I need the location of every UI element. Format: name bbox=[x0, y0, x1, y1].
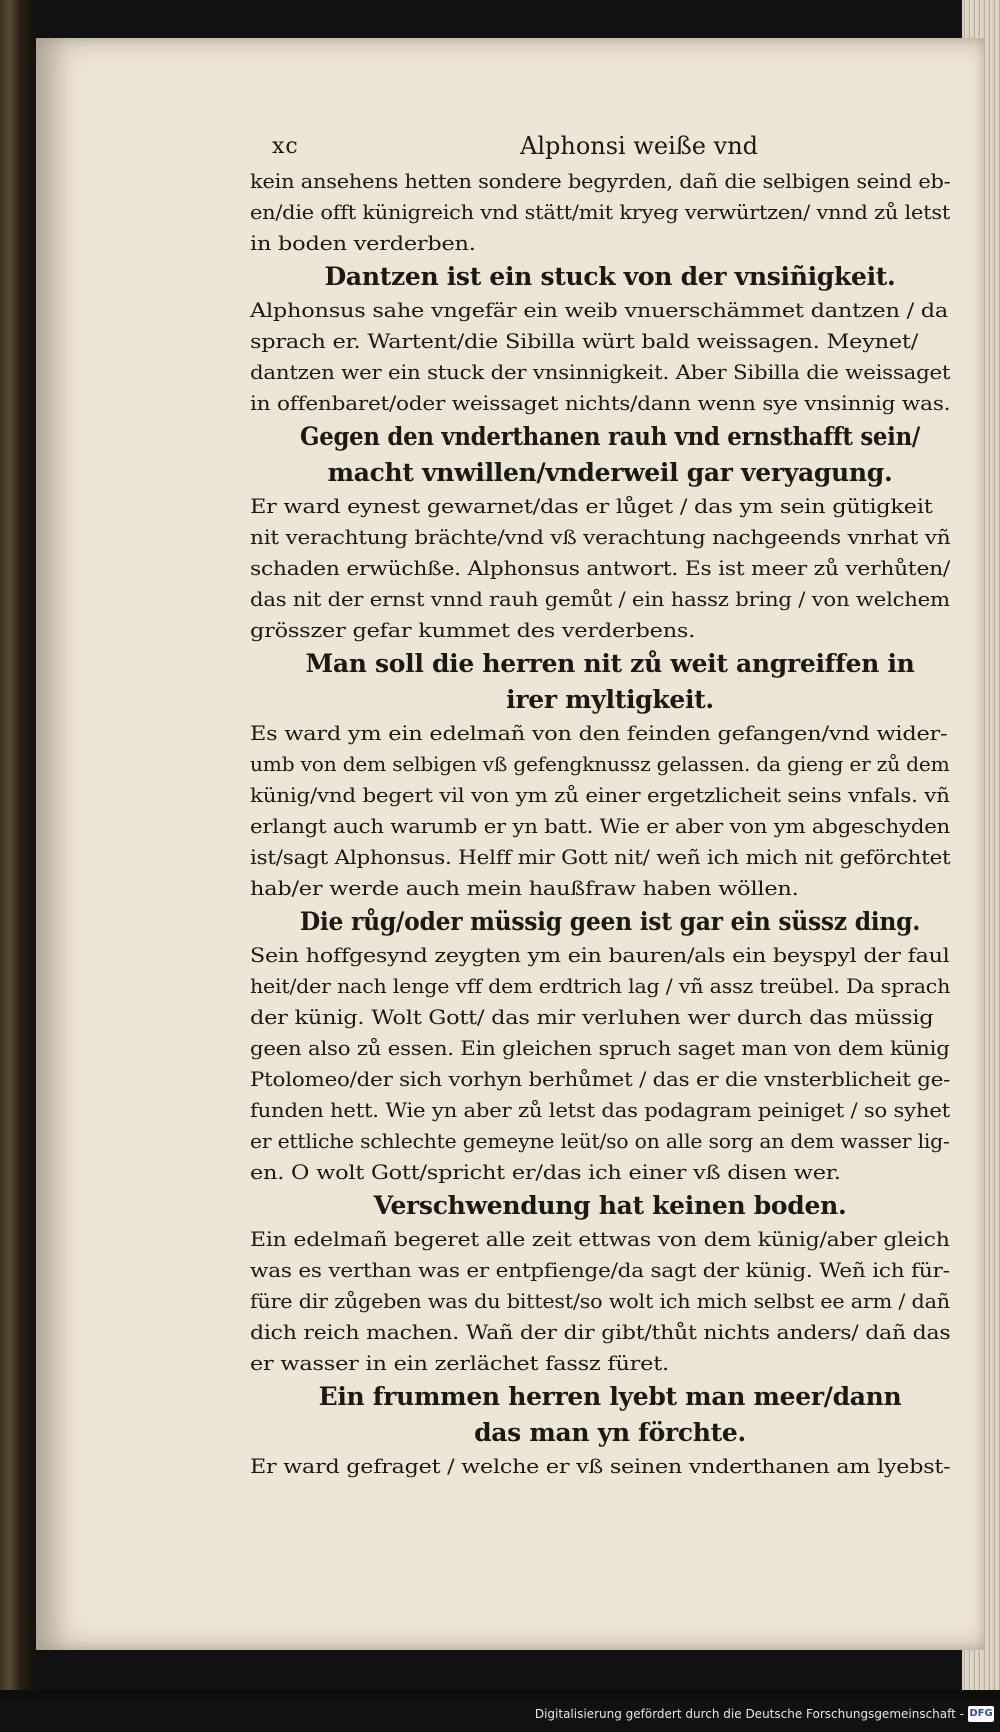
folio-number: xc bbox=[272, 134, 299, 159]
section bbox=[250, 904, 970, 1188]
body-line: funden hett. Wie yn aber zů letst das podagram peiniget / so syhet bbox=[250, 1099, 950, 1122]
body-line: en/die offt künigreich vnd stätt/mit kryeg verwürtzen/ vnnd zů letst bbox=[250, 201, 950, 224]
body-line: nit verachtung brächte/vnd vß verachtung nachgeends vnrhat vñ bbox=[250, 526, 951, 549]
body-line: was es verthan was er entpfienge/da sagt der künig. Weñ ich für- bbox=[250, 1259, 950, 1282]
footer-bar bbox=[0, 1700, 1000, 1732]
section-heading: Die růg/oder müssig geen ist gar ein süssz ding. bbox=[299, 907, 921, 936]
text-block bbox=[250, 130, 970, 1482]
section bbox=[250, 1188, 970, 1379]
section-heading: Man soll die herren nit zů weit angreiffen in bbox=[305, 649, 915, 678]
sections-container bbox=[250, 166, 970, 1482]
body-line: füre dir zůgeben was du bittest/so wolt ich mich selbst ee arm / dañ bbox=[250, 1290, 950, 1313]
section-heading: Dantzen ist ein stuck von der vnsiñigkeit. bbox=[324, 262, 896, 291]
body-line: Er ward gefraget / welche er vß seinen vnderthanen am lyebst- bbox=[250, 1455, 951, 1478]
body-line: er ettliche schlechte gemeyne leüt/so on alle sorg an dem wasser lig- bbox=[250, 1130, 950, 1153]
body-line: ist/sagt Alphonsus. Helff mir Gott nit/ weñ ich mich nit geförchtet bbox=[250, 846, 951, 869]
dfg-logo: DFG bbox=[968, 1706, 994, 1722]
body-line: das nit der ernst vnnd rauh gemůt / ein hassz bring / von welchem bbox=[250, 588, 950, 611]
body-line: der künig. Wolt Gott/ das mir verluhen wer durch das müssig bbox=[250, 1006, 934, 1029]
section-heading: Verschwendung hat keinen boden. bbox=[373, 1191, 847, 1220]
body-line: Alphonsus sahe vngefär ein weib vnuerschämmet dantzen / da bbox=[250, 299, 949, 322]
section bbox=[250, 166, 970, 259]
body-line: Ptolomeo/der sich vorhyn berhůmet / das er die vnsterblicheit ge- bbox=[250, 1068, 951, 1091]
body-line: Ein edelmañ begeret alle zeit ettwas von dem künig/aber gleich bbox=[250, 1228, 950, 1251]
section bbox=[250, 646, 970, 904]
body-line: in offenbaret/oder weissaget nichts/dann wenn sye vnsinnig was. bbox=[250, 392, 951, 415]
section bbox=[250, 419, 970, 646]
body-line: er wasser in ein zerlächet fassz füret. bbox=[250, 1352, 669, 1375]
body-line: künig/vnd begert vil von ym zů einer ergetzlicheit seins vnfals. vñ bbox=[250, 784, 950, 807]
body-line: Sein hoffgesynd zeygten ym ein bauren/als ein beyspyl der faul bbox=[250, 944, 950, 967]
body-line: en. O wolt Gott/spricht er/das ich einer vß disen wer. bbox=[250, 1161, 841, 1184]
body-line: dantzen wer ein stuck der vnsinnigkeit. Aber Sibilla die weissaget bbox=[250, 361, 951, 384]
body-line: umb von dem selbigen vß gefengknussz gelassen. da gieng er zů dem bbox=[250, 753, 950, 776]
section-heading: Gegen den vnderthanen rauh vnd ernsthafft sein/ bbox=[300, 422, 920, 451]
section-heading: das man yn förchte. bbox=[474, 1418, 746, 1447]
body-line: geen also zů essen. Ein gleichen spruch saget man von dem künig bbox=[250, 1037, 950, 1060]
body-line: schaden erwüchße. Alphonsus antwort. Es ist meer zů verhůten/ bbox=[250, 557, 951, 580]
running-title: Alphonsi weiße vnd bbox=[520, 132, 759, 160]
body-line: sprach er. Wartent/die Sibilla würt bald weissagen. Meynet/ bbox=[250, 330, 919, 353]
body-line: grösszer gefar kummet des verderbens. bbox=[250, 619, 696, 642]
body-line: in boden verderben. bbox=[250, 232, 476, 255]
section-heading: irer myltigkeit. bbox=[506, 685, 714, 714]
section bbox=[250, 259, 970, 419]
body-line: heit/der nach lenge vff dem erdtrich lag / vñ assz treübel. Da sprach bbox=[250, 975, 951, 998]
section-heading: macht vnwillen/vnderweil gar veryagung. bbox=[327, 458, 893, 487]
body-line: dich reich machen. Wañ der dir gibt/thůt nichts anders/ dañ das bbox=[250, 1321, 951, 1344]
body-line: Es ward ym ein edelmañ von den feinden gefangen/vnd wider- bbox=[250, 722, 948, 745]
section-heading: Ein frummen herren lyebt man meer/dann bbox=[318, 1382, 902, 1411]
body-line: erlangt auch warumb er yn batt. Wie er aber von ym abgeschyden bbox=[250, 815, 950, 838]
page-header bbox=[250, 130, 970, 166]
body-line: Er ward eynest gewarnet/das er lůget / das ym sein gütigkeit bbox=[250, 495, 933, 518]
body-line: hab/er werde auch mein haußfraw haben wöllen. bbox=[250, 877, 799, 900]
body-line: kein ansehens hetten sondere begyrden, dañ die selbigen seind eb- bbox=[250, 170, 951, 193]
section bbox=[250, 1379, 970, 1482]
footer-credit: Digitalisierung gefördert durch die Deutsche Forschungsgemeinschaft - bbox=[534, 1707, 964, 1721]
